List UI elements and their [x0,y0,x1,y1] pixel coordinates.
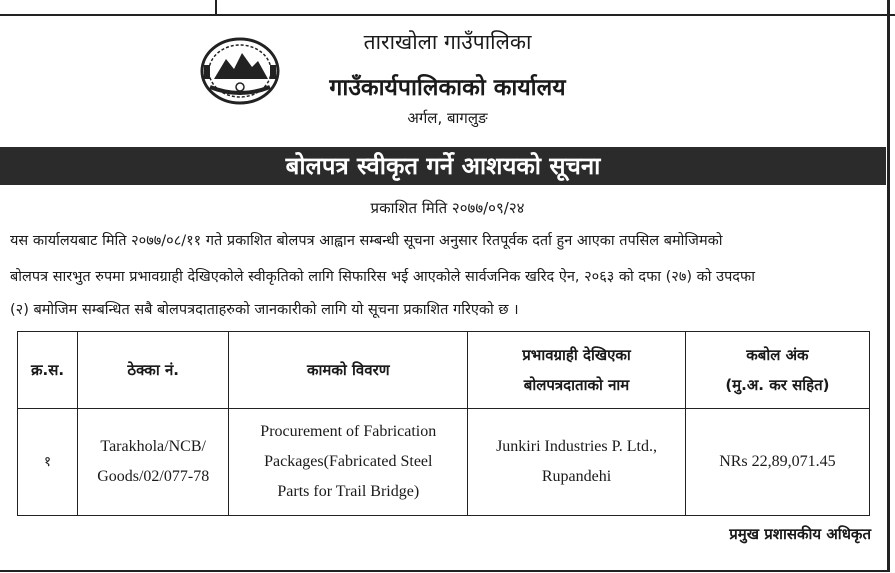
header-work: कामको विवरण [229,332,468,409]
header-sn: क्र.स. [18,332,78,409]
notice-title-banner [0,147,886,185]
award-table [17,331,870,516]
cell-sn: १ [18,409,78,516]
table-row [18,409,870,516]
work-line1: Procurement of Fabrication [260,423,437,440]
notice-paragraph-line-3: (२) बमोजिम सम्बन्धित सबै बोलपत्रदाताहरुको जानकारीको लागि यो सूचना प्रकाशित गरिएको छ । [10,302,519,318]
header-amount-line2: (मु.अ. कर सहित) [725,376,830,394]
header-amount [685,332,869,409]
notice-title: बोलपत्र स्वीकृत गर्ने आशयको सूचना [285,152,601,180]
work-line3: Parts for Trail Bridge) [277,483,420,500]
header-bidder [468,332,686,409]
cell-work [229,409,468,516]
municipality-name: ताराखोला गाउँपालिका [363,30,532,54]
header-bidder-line1: प्रभावग्राही देखिएका [522,346,631,364]
work-line2: Packages(Fabricated Steel [264,453,433,470]
cell-bidder [468,409,686,516]
bidder-line2: Rupandehi [541,468,612,485]
published-date: प्रकाशित मिति २०७७/०९/२४ [370,199,525,217]
notice-paragraph-line-1: यस कार्यालयबाट मिति २०७७/०८/११ गते प्रकाशित बोलपत्र आह्वान सम्बन्धी सूचना अनुसार रितपूर्वक दर्ता हुन आएका तपसिल बमोजिमको [10,233,723,249]
signature-title: प्रमुख प्रशासकीय अधिकृत [729,525,871,543]
header-amount-line1: कबोल अंक [746,346,809,364]
office-name: गाउँकार्यपालिकाको कार्यालय [329,75,566,101]
bidder-line1: Junkiri Industries P. Ltd., [496,438,657,455]
cell-contract-no [78,409,229,516]
contract-no-line1: Tarakhola/NCB/ [100,438,206,455]
header-contract-no: ठेक्का नं. [78,332,229,409]
header-bidder-line2: बोलपत्रदाताको नाम [523,376,630,394]
notice-paragraph-line-2: बोलपत्र सारभुत रुपमा प्रभावग्राही देखिएकोले स्वीकृतिको लागि सिफारिस भई आएकोले सार्वजनिक खरिद ऐन, २०६३ को दफा (२७) को उपदफा [10,269,755,285]
office-address: अर्गल, बागलुङ [407,109,488,127]
table-header-row [18,332,870,409]
cell-amount: NRs 22,89,071.45 [685,409,869,516]
contract-no-line2: Goods/02/077-78 [97,468,210,485]
